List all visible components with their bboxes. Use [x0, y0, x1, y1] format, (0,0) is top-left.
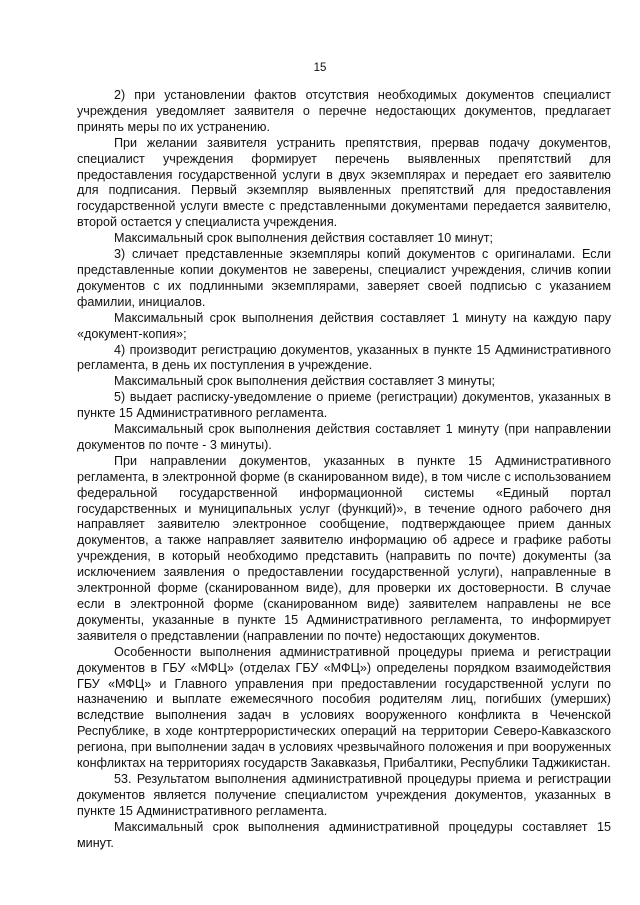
paragraph: 5) выдает расписку-уведомление о приеме (регистрации) документов, указанных в пункте 15 Административного регламента.	[77, 390, 611, 421]
paragraph: Максимальный срок выполнения действия составляет 3 минуты;	[114, 374, 496, 389]
paragraph: Максимальный срок выполнения действия составляет 1 минуту на каждую пару «документ-копия»;	[77, 310, 611, 341]
paragraph: Максимальный срок выполнения действия составляет 10 минут;	[114, 231, 493, 246]
paragraph: 53. Результатом выполнения административной процедуры приема и регистрации документов является получение специалистом учреждения документов, указанных в пункте 15 Административного регламента.	[77, 771, 611, 818]
paragraph: Максимальный срок выполнения действия составляет 1 минуту (при направлении документов по почте - 3 минуты).	[77, 422, 611, 452]
page-number: 15	[313, 62, 327, 74]
document-body	[77, 88, 611, 852]
paragraph: При желании заявителя устранить препятствия, прервав подачу документов, специалист учреждения формирует перечень выявленных препятствий для предоставления государственной услуги в двух экземплярах и передает его заявителю для подписания. Первый экземпляр выявленных препятствий для предоставления государственной услуги вместе с представленными документами передается заявителю, второй остается у специалиста учреждения.	[77, 135, 611, 230]
paragraph: 4) производит регистрацию документов, указанных в пункте 15 Административного регламента, в день их поступления в учреждение.	[77, 342, 611, 373]
paragraph: 3) сличает представленные экземпляры копий документов с оригиналами. Если представленные копии документов не заверены, специалист учреждения, сличив копии документов с их подлинными экземплярами, заверяет своей подписью с указанием фамилии, инициалов.	[77, 247, 611, 309]
paragraph: При направлении документов, указанных в пункте 15 Административного регламента, в электронной форме (в сканированном виде), в том числе с использованием федеральной государственной информационной системы «Единый портал государственных и муниципальных услуг (функций)», в течение одного рабочего дня направляет заявителю электронное сообщение, подтверждающее прием данных документов, а также направляет заявителю информацию об адресе и графике работы учреждения, в который необходимо представить (направить по почте) документы (за исключением заявления о предоставлении государственной услуги), направленные в электронной форме (сканированном виде), для проверки их достоверности. В случае если в электронной форме (сканированном виде) заявителем направлены не все документы, указанные в пункте 15 Административного регламента, то информирует заявителя о представлении (направлении по почте) недостающих документов.	[77, 453, 611, 643]
paragraph: Максимальный срок выполнения административной процедуры составляет 15 минут.	[77, 819, 611, 850]
paragraph: 2) при установлении фактов отсутствия необходимых документов специалист учреждения уведомляет заявителя о перечне недостающих документов, предлагает принять меры по их устранению.	[77, 88, 611, 134]
paragraph: Особенности выполнения административной процедуры приема и регистрации документов в ГБУ «МФЦ» (отделах ГБУ «МФЦ») определены порядком взаимодействия ГБУ «МФЦ» и Главного управления при предоставлении государственной услуги по назначению и выплате ежемесячного пособия родителям лиц, погибших (умерших) вследствие выполнения задач в условиях вооруженного конфликта в Чеченской Республике, в ходе контртеррористических операций на территории Северо-Кавказского региона, при выполнении задач в условиях чрезвычайного положения и при вооруженных конфликтах на территориях государств Закавказья, Прибалтики, Республики Таджикистан.	[77, 644, 611, 771]
